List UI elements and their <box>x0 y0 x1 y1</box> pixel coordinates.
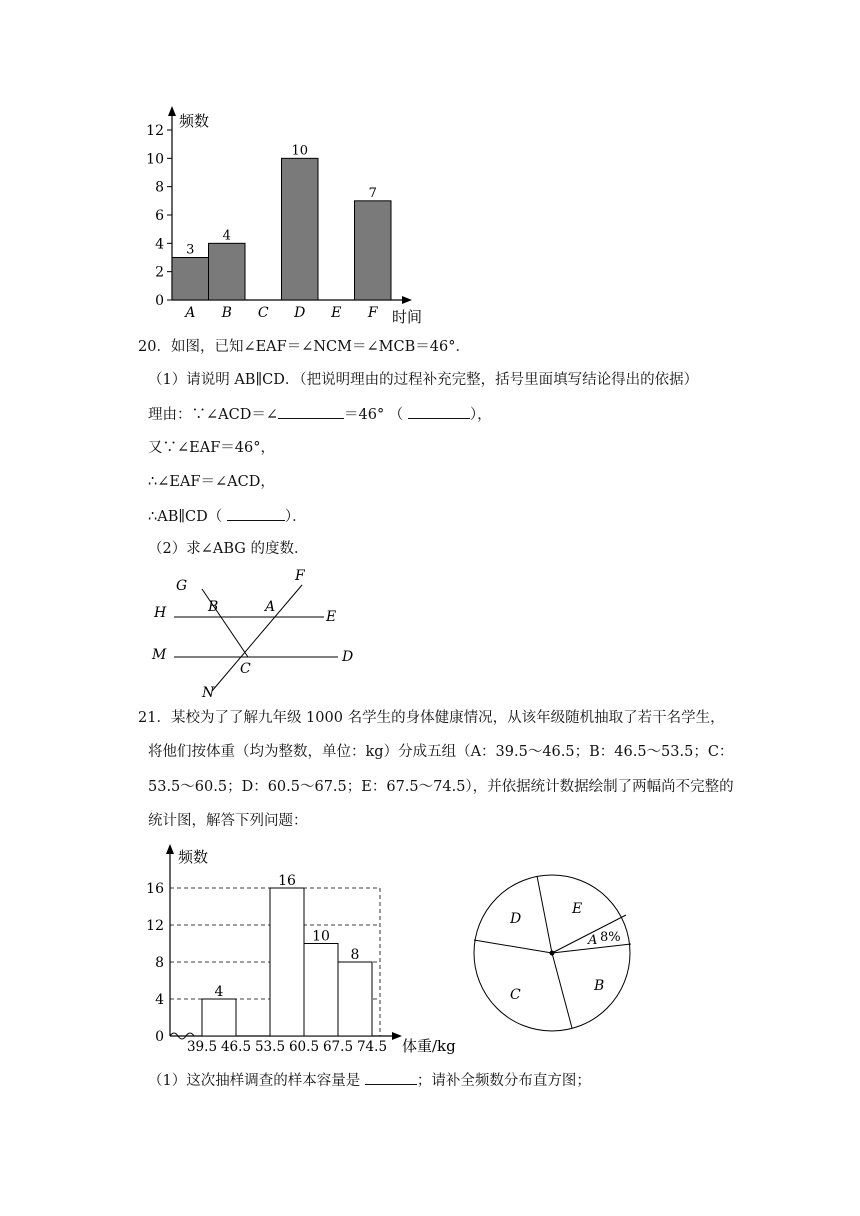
x-tick-label: 60.5 <box>288 1039 320 1055</box>
label-H: H <box>154 605 167 621</box>
y-tick-label: 16 <box>146 881 164 897</box>
histogram-bar <box>304 944 338 1037</box>
weight-pie-chart <box>470 868 640 1038</box>
bar-value-label: 10 <box>312 928 330 945</box>
pie-label-D: D <box>510 911 522 927</box>
label-A: A <box>265 599 276 615</box>
weight-histogram <box>130 840 470 1060</box>
pie-center <box>550 951 555 956</box>
q20-part2: （2）求∠ABG 的度数． <box>148 541 309 557</box>
bar <box>355 201 392 300</box>
q20-line2: 又∵∠EAF＝46°， <box>148 440 275 456</box>
x-axis-label: 时间 <box>392 308 423 326</box>
pie-divider-de <box>537 876 552 953</box>
x-tick-label: 39.5 <box>186 1039 218 1055</box>
y-axis-arrow <box>166 844 174 854</box>
sub1-text-a: （1）这次抽样调查的样本容量是 <box>148 1073 361 1089</box>
bar <box>282 158 319 300</box>
y-tick-label: 0 <box>155 293 164 309</box>
bar-value-label: 4 <box>222 228 231 244</box>
pie-label-A: A <box>588 933 598 948</box>
y-tick-label: 4 <box>155 236 164 253</box>
y-tick-label: 12 <box>146 123 164 139</box>
pie-divider-bc <box>552 953 572 1028</box>
x-tick-label: B <box>221 305 232 321</box>
bar-value-label: 7 <box>368 185 377 201</box>
pie-label-A-percent: 8% <box>600 930 621 945</box>
bar-value-label: 4 <box>214 984 224 1000</box>
bar-value-label: 16 <box>278 873 296 889</box>
x-axis-arrow <box>402 296 412 304</box>
x-axis-arrow <box>392 1032 402 1040</box>
q20-reason-line <box>148 404 492 425</box>
reason-text-c: ）， <box>469 407 492 423</box>
x-tick-label: 53.5 <box>254 1039 286 1055</box>
label-D: D <box>342 649 354 665</box>
q20-stem: 20．如图，已知∠EAF＝∠NCM＝∠MCB＝46°． <box>138 339 470 355</box>
pie-label-B: B <box>594 978 605 994</box>
bar <box>209 243 246 300</box>
y-tick-label: 4 <box>155 992 164 1008</box>
reason-blank-1[interactable] <box>408 404 470 419</box>
q21-sub1 <box>148 1070 591 1091</box>
y-axis-label: 频数 <box>178 848 209 866</box>
x-tick-label: E <box>331 305 342 321</box>
reason-text-b: ＝46° （ <box>344 407 404 423</box>
y-tick-label: 0 <box>155 1029 164 1045</box>
label-G: G <box>176 578 188 594</box>
label-B: B <box>208 599 219 615</box>
pie-label-C: C <box>510 987 521 1003</box>
x-tick-label: D <box>294 305 306 321</box>
sub1-text-b: ；请补全频数分布直方图； <box>416 1073 591 1089</box>
line-FN <box>212 585 302 691</box>
q20-part1: （1）请说明 AB∥CD．（把说明理由的过程补充完整，括号里面填写结论得出的依据） <box>148 372 699 388</box>
histogram-bar <box>270 888 304 1036</box>
x-tick-label: A <box>185 305 196 321</box>
q20-line3: ∴∠EAF＝∠ACD， <box>148 474 275 490</box>
q21-line2: 将他们按体重（均为整数，单位：kg）分成五组（A：39.5～46.5；B：46.5～53.5；C： <box>148 744 734 760</box>
q20-geometry-figure <box>140 565 370 705</box>
pie-label-E: E <box>572 901 583 917</box>
q21-line4: 统计图，解答下列问题： <box>148 813 308 829</box>
label-N: N <box>202 685 215 701</box>
y-tick-label: 10 <box>146 151 164 168</box>
y-tick-label: 2 <box>155 264 164 281</box>
y-axis-arrow <box>168 106 176 116</box>
line4-text-a: ∴AB∥CD（ <box>148 509 223 525</box>
label-F: F <box>295 568 305 584</box>
reason-blank-2[interactable] <box>227 506 285 521</box>
label-E: E <box>326 609 337 625</box>
x-tick-label: 46.5 <box>220 1039 252 1055</box>
x-tick-label: 74.5 <box>356 1039 388 1055</box>
x-tick-label: 67.5 <box>322 1039 354 1055</box>
y-tick-label: 12 <box>146 918 164 934</box>
histogram-bar <box>202 999 236 1036</box>
x-tick-label: F <box>367 305 378 321</box>
y-axis-label: 频数 <box>179 112 210 130</box>
bar <box>172 258 209 301</box>
pie-divider-cd <box>474 940 552 953</box>
q20-line4 <box>148 506 307 527</box>
reason-text-a: 理由：∵∠ACD＝∠ <box>148 407 278 423</box>
y-tick-label: 8 <box>155 179 164 196</box>
y-tick-label: 8 <box>155 955 164 971</box>
angle-blank[interactable] <box>278 404 344 419</box>
bar-value-label: 10 <box>291 143 309 159</box>
label-M: M <box>152 647 167 663</box>
q21-line3: 53.5～60.5；D：60.5～67.5；E：67.5～74.5），并依据统计数据绘制了两幅尚不完整的 <box>148 779 734 795</box>
sample-size-blank[interactable] <box>365 1070 417 1085</box>
x-axis-label: 体重/kg <box>402 1037 456 1055</box>
y-tick-label: 6 <box>155 208 164 224</box>
x-tick-label: C <box>257 305 269 321</box>
frequency-bar-chart-time <box>140 100 440 330</box>
label-C: C <box>240 661 251 677</box>
line4-text-b: ）． <box>284 509 307 525</box>
q21-line1: 21．某校为了了解九年级 1000 名学生的身体健康情况，从该年级随机抽取了若干名学生， <box>138 710 725 726</box>
bar-value-label: 3 <box>186 242 195 258</box>
bar-value-label: 8 <box>350 947 360 963</box>
histogram-bar <box>338 962 372 1036</box>
